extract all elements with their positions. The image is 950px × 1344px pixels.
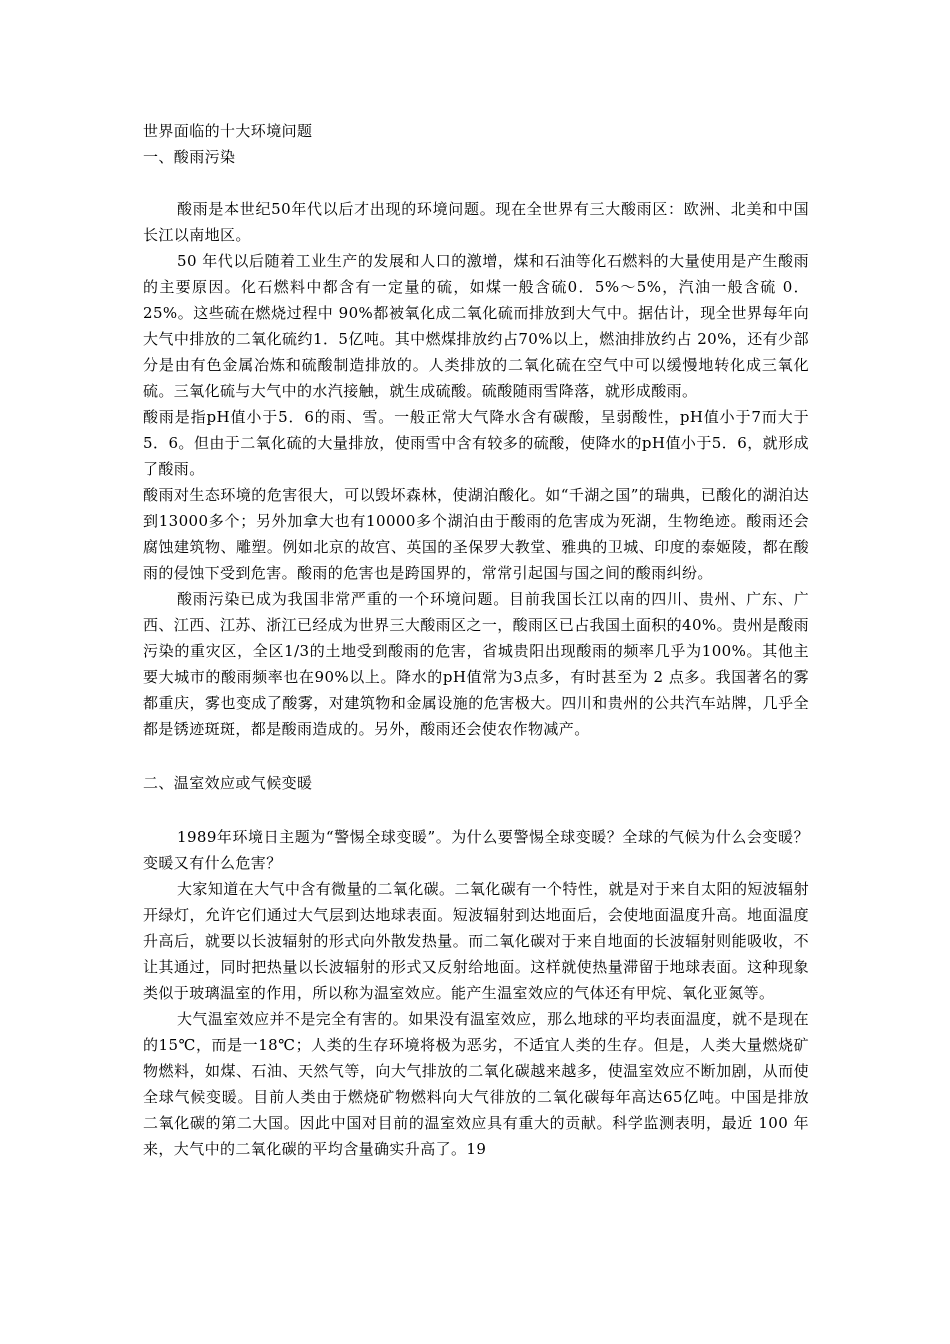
paragraph: 酸雨是指pH值小于5．6的雨、雪。一般正常大气降水含有碳酸，呈弱酸性，pH值小于7而大于5．6。但由于二氧化硫的大量排放，使雨雪中含有较多的硫酸，使降水的pH值小于5．6，就形成了酸雨。 bbox=[143, 408, 809, 478]
paragraph: 酸雨污染已成为我国非常严重的一个环境问题。目前我国长江以南的四川、贵州、广东、广西、江西、江苏、浙江已经成为世界三大酸雨区之一，酸雨区已占我国土面积的40%。贵州是酸雨污染的重灾区，全区1/3的土地受到酸雨的危害，省城贵阳出现酸雨的频率几乎为100%。其他主要大城市的酸雨频率也在90%以上。降水的pH值常为3点多，有时甚至为 2 点多。我国著名的雾都重庆，雾也变成了酸雾，对建筑物和金属设施的危害极大。四川和贵州的公共汽车站牌，几乎全都是锈迹斑斑，都是酸雨造成的。另外，酸雨还会使农作物减产。 bbox=[143, 590, 809, 738]
paragraph: 大家知道在大气中含有微量的二氧化碳。二氧化碳有一个特性，就是对于来自太阳的短波辐射开绿灯，允许它们通过大气层到达地球表面。短波辐射到达地面后，会使地面温度升高。地面温度升高后，就要以长波辐射的形式向外散发热量。而二氧化碳对于来自地面的长波辐射则能吸收，不让其通过，同时把热量以长波辐射的形式又反射给地面。这样就使热量滞留于地球表面。这种现象类似于玻璃温室的作用，所以称为温室效应。能产生温室效应的气体还有甲烷、氧化亚氮等。 bbox=[143, 880, 809, 1002]
section-heading-greenhouse: 二、温室效应或气候变暖 bbox=[143, 774, 313, 792]
section-heading-acid-rain: 一、酸雨污染 bbox=[143, 148, 236, 166]
paragraph: 大气温室效应并不是完全有害的。如果没有温室效应，那么地球的平均表面温度，就不是现在的15℃，而是一18℃；人类的生存环境将极为恶劣，不适宜人类的生存。但是，人类大量燃烧矿物燃料，如煤、石油、天然气等，向大气排放的二氧化碳越来越多，使温室效应不断加剧，从而使全球气候变暖。目前人类由于燃烧矿物燃料向大气徘放的二氧化碳每年高达65亿吨。中国是排放二氧化碳的第二大国。因此中国对目前的温室效应具有重大的贡献。科学监测表明，最近 100 年来，大气中的二氧化碳的平均含量确实升高了。19 bbox=[143, 1010, 809, 1158]
paragraph: 酸雨对生态环境的危害很大，可以毁坏森林，使湖泊酸化。如“千湖之国”的瑞典，已酸化的湖泊达到13000多个；另外加拿大也有10000多个湖泊由于酸雨的危害成为死湖，生物绝迹。酸雨还会腐蚀建筑物、雕塑。例如北京的故宫、英国的圣保罗大教堂、雅典的卫城、印度的泰姬陵，都在酸雨的侵蚀下受到危害。酸雨的危害也是跨国界的，常常引起国与国之间的酸雨纠纷。 bbox=[143, 486, 809, 582]
paragraph: 1989年环境日主题为“警惕全球变暖”。为什么要警惕全球变暖？全球的气候为什么会变暖？变暖又有什么危害？ bbox=[143, 828, 809, 872]
paragraph: 酸雨是本世纪50年代以后才出现的环境问题。现在全世界有三大酸雨区：欧洲、北美和中国长江以南地区。 bbox=[143, 200, 809, 244]
spacer bbox=[143, 170, 809, 196]
document-body bbox=[143, 118, 809, 1162]
spacer bbox=[143, 796, 809, 824]
paragraph: 50 年代以后随着工业生产的发展和人口的激增，煤和石油等化石燃料的大量使用是产生酸雨的主要原因。化石燃料中都含有一定量的硫，如煤一般含硫0．5%～5%，汽油一般含硫 0．25%。这些硫在燃烧过程中 90%都被氧化成二氧化硫而排放到大气中。据估计，现全世界每年向大气中排放的二氧化硫约1．5亿吨。其中燃煤排放约占70%以上，燃油排放约占 20%，还有少部分是由有色金属冶炼和硫酸制造排放的。人类排放的二氧化硫在空气中可以缓慢地转化成三氧化硫。三氧化硫与大气中的水汽接触，就生成硫酸。硫酸随雨雪降落，就形成酸雨。 bbox=[143, 252, 809, 400]
spacer bbox=[143, 742, 809, 770]
document-title: 世界面临的十大环境问题 bbox=[143, 122, 313, 140]
